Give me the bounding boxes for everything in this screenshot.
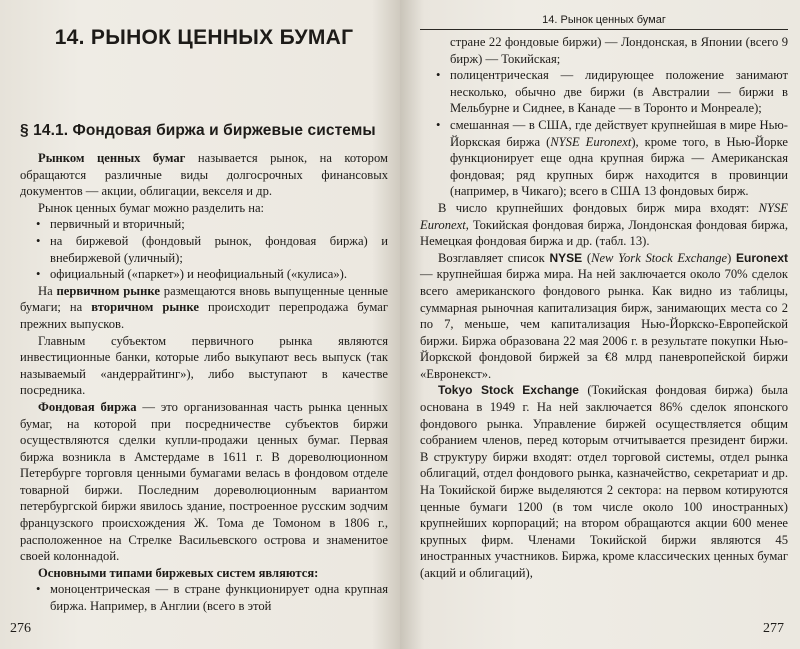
list-item: • полицентрическая — лидирующее положение занимают несколько, обычно две биржи (в Австралии — биржи в Мельбурне и Сиднее, в Канаде — в Торонто и Монреале); [450, 67, 788, 117]
paragraph-largest-exchanges [420, 200, 788, 250]
text: — крупнейшая биржа мира. На ней заключается около 70% сделок всего американского фондового рынка. Как видно из таблицы, суммарная рыночная капитализация бирж, занимающих места со 2 по 7, меньше, чем капитализация Нью-Йоркско-Европейской биржи. Биржа образована 22 мая 2006 г. в результате покупки Нью-Йоркской фондовой биржей за €8 млрд паневропейской биржи «Евронекст». [420, 267, 788, 381]
text: размещаются вновь выпущенные ценные бумаги; на [20, 283, 388, 315]
text: NYSE Euronext [550, 134, 632, 149]
term-secondary-market: вторичном рынке [91, 300, 199, 315]
paragraph-investment-banks: Главным субъектом первичного рынка являются инвестиционные банки, которые либо выкупают весь выпуск (так называемый «андеррайтинг»), либо выступают в качестве посредника. [20, 333, 388, 398]
system-types-list-continued [420, 34, 788, 200]
paragraph-text: называется рынок, на котором обращаются различные виды долгосрочных финансовых документов — акции, облигации, векселя и др. [20, 151, 388, 199]
text: New York Stock Exchange [591, 250, 728, 265]
system-types-list [20, 581, 388, 614]
text: ), кроме того, в Нью-Йорке функционирует еще одна крупная биржа — Американская фондовая; ряд крупных бирж находится в провинции (например, в Чикаго); всего в США 13 фондовых бирж. [450, 134, 788, 199]
division-list [20, 216, 388, 282]
paragraph-nyse [420, 250, 788, 383]
paragraph-division: Рынок ценных бумаг можно разделить на: [38, 200, 265, 215]
paragraph-system-types [20, 565, 388, 582]
text: NYSE Euronext [420, 200, 788, 232]
term-securities-market: Рынком ценных бумаг [38, 151, 186, 165]
text: ( [582, 250, 592, 265]
list-item [450, 117, 788, 200]
text: Возглавляет список [438, 250, 550, 265]
text: — это организованная часть рынка ценных бумаг, на которой при посредничестве субъектов биржи осуществляются сделки купли-продажи ценных бумаг. Первая биржа возникла в Амстердаме в 1611 г. В дореволюционном Петербурге торговля ценными бумагами велась в фондовом отделе товарной биржи. Последним дореволюционным вариантом петербургской биржи явилось здание, построенное русским зодчим французского происхождения Ж. Тома де Томоном в 1806 г., расположенное на Стрелке Васильевского острова и знаменитое своей колоннадой. [20, 399, 388, 564]
text: , Токийская фондовая биржа, Лондонская фондовая биржа, Немецкая фондовая биржа и др. (табл. 13). [420, 217, 788, 249]
term-nyse: NYSE [549, 250, 583, 265]
right-page [400, 0, 800, 649]
text: (Токийская фондовая биржа) была основана в 1949 г. На ней заключается 86% сделок японского фондового рынка. Управление биржей осуществляется общим собранием членов, перед которым отчитывается президент биржи. В структуру биржи входят: отдел торговой системы, отдел рынка облигаций, отдел фондового рынка, казначейство, секретариат и др. На Токийской бирже выделяются 2 сектора: на первом котируются ценные бумаги 1200 (в том числе около 100 иностранных) крупнейших корпораций; на втором обращаются акции 600 менее крупных фирм. Членами Токийской биржи являются 45 иностранных участников. Биржа, кроме классических ценных бумаг (акций и облигаций), [420, 383, 788, 580]
list-item: • первичный и вторичный; [50, 216, 388, 233]
text: На [38, 283, 57, 298]
chapter-title: 14. РЫНОК ЦЕННЫХ БУМАГ [54, 26, 354, 49]
list-item: • на биржевой (фондовый рынок, фондовая биржа) и внебиржевой (уличный); [50, 233, 388, 266]
section-title: § 14.1. Фондовая биржа и биржевые системы [20, 122, 376, 139]
paragraph-stock-exchange [20, 399, 388, 565]
page-number: 276 [10, 621, 31, 636]
term-tokyo-stock-exchange: Tokyo Stock Exchange [438, 383, 579, 398]
list-item: стране 22 фондовые биржи) — Лондонская, в Японии (всего 9 бирж) — Токийская; [450, 35, 788, 66]
text: происходит перепродажа бумаг прежних выпусков. [20, 300, 389, 331]
term-primary-market: первичном рынке [56, 283, 160, 298]
page-number: 277 [763, 621, 784, 636]
text: ) [727, 250, 736, 265]
term-system-types: Основными типами биржевых систем являются: [38, 565, 319, 580]
paragraph-tokyo [420, 382, 788, 581]
list-item: • официальный («паркет») и неофициальный («кулиса»). [50, 266, 388, 283]
text: В число крупнейших фондовых бирж мира входят: [438, 200, 759, 215]
paragraph-primary-secondary [20, 283, 388, 333]
list-item: • моноцентрическая — в стране функционирует одна крупная биржа. Например, в Англии (всего в этой [50, 581, 388, 614]
term-euronext: Euronext [735, 250, 788, 265]
term-stock-exchange: Фондовая биржа [38, 399, 137, 414]
bleed-through-area [20, 60, 388, 122]
running-head: 14. Рынок ценных бумаг [420, 8, 788, 30]
text: смешанная — в США, где действует крупнейшая в мире Нью-Йоркская биржа ( [450, 117, 788, 149]
paragraph-definition [20, 150, 388, 200]
